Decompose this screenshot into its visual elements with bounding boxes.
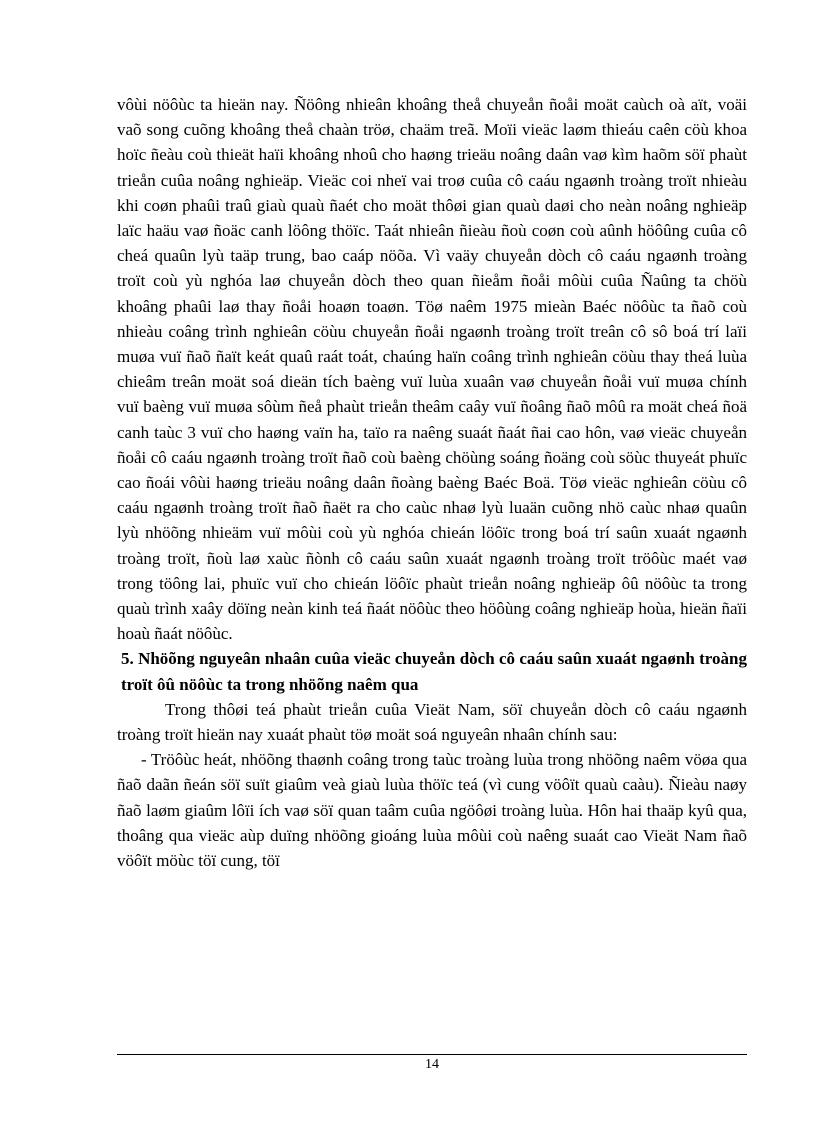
body-paragraph: vôùi nöôùc ta hieän nay. Ñöông nhieân khoâng theå chuyeån ñoåi moät caùch oà aït, voäi vaõ song cuõng khoâng theå chaàn tröø, chaäm treã. Moïi vieäc laøm thieáu caên cöù khoa hoïc ñeàu coù thieät haïi khoâng nhoû cho haøng trieäu noâng daân vaø kìm haõm söï phaùt trieån cuûa noâng nghieäp. Vieäc coi nheï vai troø cuûa cô caáu ngaønh troàng troït nhieàu khi coøn phaûi traû giaù quaù ñaét cho moät thôøi gian quaù daøi cho neàn noâng nghieäp laïc haäu vaø ñoäc canh löông thöïc. Taát nhieân ñieàu ñoù coøn coù aûnh höôûng cuûa cô cheá quaûn lyù taäp trung, bao caáp nöõa. Vì vaäy chuyeån dòch cô caáu ngaønh troàng troït coù yù nghóa laø chuyeån dòch theo quan ñieåm ñoåi môùi cuûa Ñaûng ta chöù khoâng phaûi laø thay ñoåi hoaøn toaøn. Töø naêm 1975 mieàn Baéc nöôùc ta ñaõ coù nhieàu coâng trình nghieân cöùu chuyeån ñoåi ngaønh troàng troït treân cô sô boá trí laïi muøa vuï ñaõ ñaït keát quaû raát toát, chaúng haïn coâng trình nghieân cöùu thay theá luùa chieâm treân moät soá dieän tích baèng vuï luùa xuaân vaø chuyeån ñoåi vuï muøa chính vuï baèng vuï muøa sôùm ñeå phaùt trieån theâm caây vuï ñoâng ñaõ môû ra moät cheá ñoä canh taùc 3 vuï cho haøng vaïn ha, taïo ra naêng suaát ñaát ñai cao hôn, vaø vieäc chuyeån ñoåi cô caáu ngaønh troàng troït ñaõ coù baèng chöùng soáng ñoäng coù söùc thuyeát phuïc cao ñoái vôùi haøng trieäu noâng daân ñoàng baèng Baéc Boä. Töø vieäc nghieân cöùu cô caáu ngaønh troàng troït ñaõ ñaët ra cho caùc nhaø lyù luaän cuõng nhö caùc nhaø quaûn lyù nhöõng nhieäm vuï môùi coù yù nghóa chieán löôïc trong boá trí saûn xuaát ngaønh troàng troït, ñoù laø xaùc ñònh cô caáu saûn xuaát ngaønh troàng troït tröôùc maét vaø trong töông lai, phuïc vuï cho chieán löôïc phaùt trieån noâng nghieäp ôû nöôùc ta trong quaù trình xaây döïng neàn kinh teá ñaát nöôùc theo höôùng coâng nghieäp hoùa, hieän ñaïi hoaù ñaát nöôùc.	[117, 95, 747, 644]
document-body	[117, 92, 747, 873]
body-paragraph: Trong thôøi teá phaùt trieån cuûa Vieät Nam, söï chuyeån dòch cô caáu ngaønh troàng troït hieän nay xuaát phaùt töø moät soá nguyeân nhaân chính sau:	[117, 699, 747, 745]
page-number: 14	[425, 1057, 439, 1072]
section-heading: 5. Nhöõng nguyeân nhaân cuûa vieäc chuyeån dòch cô caáu saûn xuaát ngaønh troàng troït ôû nöôùc ta trong nhöõng naêm qua	[121, 649, 747, 694]
footer-divider	[117, 1054, 747, 1055]
bullet-paragraph: - Tröôùc heát, nhöõng thaønh coâng trong taùc troàng luùa trong nhöõng naêm vöøa qua ñaõ daãn ñeán söï suït giaûm veà giaù luùa thöïc teá (vì cung vöôït quaù caàu). Ñieàu naøy ñaõ laøm giaûm lôïi ích vaø söï quan taâm cuûa ngöôøi troàng luùa. Hôn hai thaäp kyû qua, thoâng qua vieäc aùp duïng nhöõng gioáng luùa môùi coù naêng suaát cao Vieät Nam ñaõ vöôït möùc töï cung, töï	[117, 750, 747, 871]
